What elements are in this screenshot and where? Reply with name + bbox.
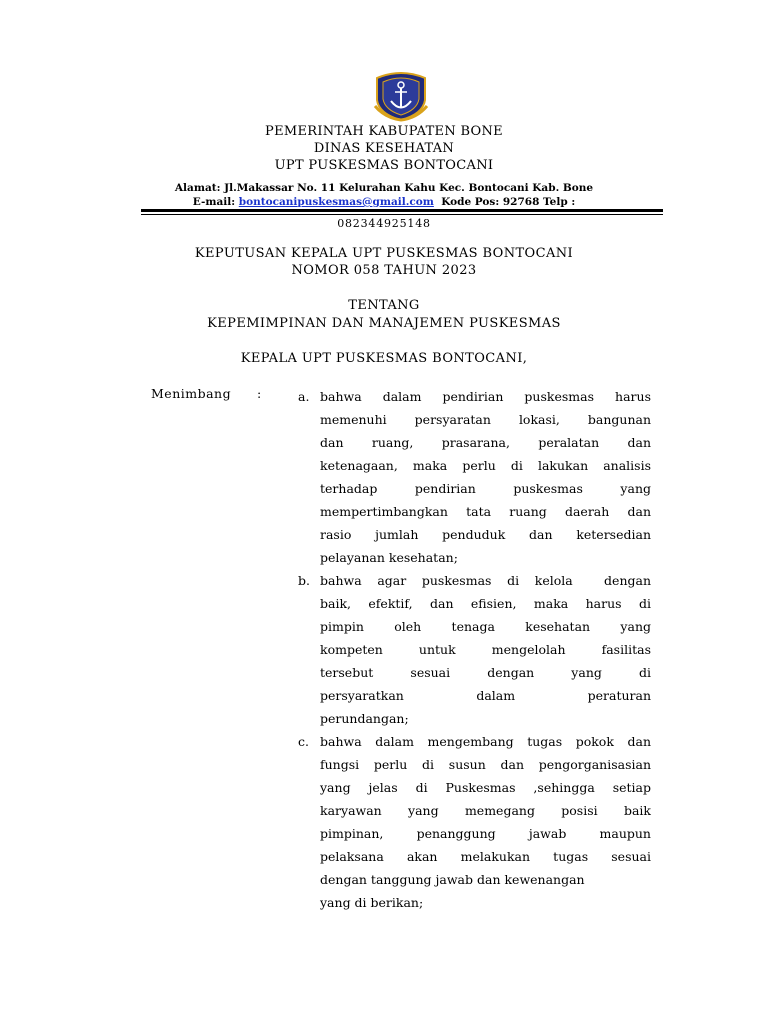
item-a	[320, 385, 651, 569]
item-b-line: bahwa agar puskesmas di kelola dengan	[320, 573, 651, 588]
item-b-line: tersebut sesuai dengan yang di	[320, 665, 651, 680]
header-government: PEMERINTAH KABUPATEN BONE	[265, 124, 503, 139]
header-address: Alamat: Jl.Makassar No. 11 Kelurahan Kahu Kec. Bontocani Kab. Bone	[174, 182, 594, 194]
item-b	[320, 569, 651, 730]
header-rule-thick	[141, 209, 663, 212]
item-c-line: yang jelas di Puskesmas ,sehingga setiap	[320, 780, 651, 795]
item-c-line: bahwa dalam mengembang tugas pokok dan	[320, 734, 651, 749]
item-b-line: baik, efektif, dan efisien, maka harus di	[320, 596, 651, 611]
item-a-line: memenuhi persyaratan lokasi, bangunan	[320, 412, 651, 427]
authority-line: KEPALA UPT PUSKESMAS BONTOCANI,	[240, 351, 528, 366]
decision-number: NOMOR 058 TAHUN 2023	[291, 263, 477, 278]
item-b-line: pimpin oleh tenaga kesehatan yang	[320, 619, 651, 634]
item-letter-c: c.	[298, 734, 309, 749]
decision-subject: KEPEMIMPINAN DAN MANAJEMEN PUSKESMAS	[207, 316, 561, 331]
item-c-line: yang di berikan;	[320, 895, 424, 910]
item-letter-b: b.	[298, 573, 310, 588]
header-contact	[0, 195, 768, 209]
item-a-line: ketenagaan, maka perlu di lakukan analisis	[320, 458, 651, 473]
considering-label: Menimbang	[151, 386, 232, 401]
item-letter-a: a.	[298, 389, 310, 404]
item-c-line: pelaksana akan melakukan tugas sesuai	[320, 849, 651, 864]
item-a-line: rasio jumlah penduduk dan ketersedian	[320, 527, 651, 542]
item-a-line: bahwa dalam pendirian puskesmas harus	[320, 389, 651, 404]
item-c-line: karyawan yang memegang posisi baik	[320, 803, 651, 818]
item-b-line: perundangan;	[320, 711, 409, 726]
item-c	[320, 730, 651, 914]
email-prefix: E-mail:	[192, 196, 239, 208]
item-c-line: fungsi perlu di susun dan pengorganisasian	[320, 757, 651, 772]
item-b-line: kompeten untuk mengelolah fasilitas	[320, 642, 651, 657]
item-a-line: mempertimbangkan tata ruang daerah dan	[320, 504, 651, 519]
email-link[interactable]: bontocanipuskesmas@gmail.com	[238, 196, 434, 208]
item-a-line: terhadap pendirian puskesmas yang	[320, 481, 651, 496]
item-a-line: dan ruang, prasarana, peralatan dan	[320, 435, 651, 450]
item-c-line: dengan tanggung jawab dan kewenangan	[320, 872, 585, 887]
anchor-crest-icon	[373, 70, 429, 122]
header-phone: 082344925148	[337, 217, 431, 230]
item-a-line: pelayanan kesehatan;	[320, 550, 458, 565]
header-unit: UPT PUSKESMAS BONTOCANI	[274, 158, 494, 173]
considering-colon: :	[257, 386, 262, 401]
decision-title: KEPUTUSAN KEPALA UPT PUSKESMAS BONTOCANI	[194, 246, 574, 261]
about-label: TENTANG	[348, 298, 420, 313]
item-b-line: persyaratkan dalam peraturan	[320, 688, 651, 703]
item-c-line: pimpinan, penanggung jawab maupun	[320, 826, 651, 841]
header-agency: DINAS KESEHATAN	[313, 141, 455, 156]
header-rule-thin	[141, 214, 663, 215]
postal-phone-label: Kode Pos: 92768 Telp :	[433, 196, 576, 208]
